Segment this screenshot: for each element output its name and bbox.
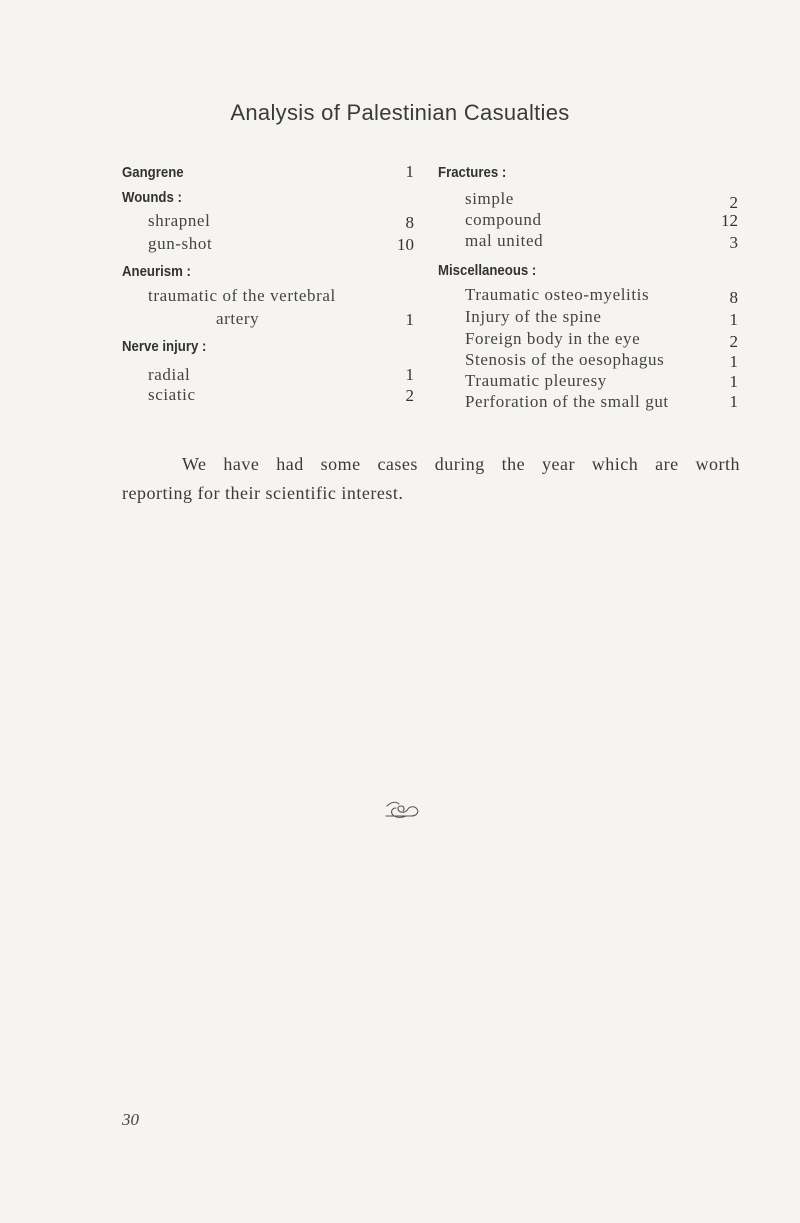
nerve-item-count: 2 — [405, 386, 414, 405]
gangrene-count: 1 — [405, 162, 414, 181]
aneurism-heading: Aneurism : — [122, 263, 191, 280]
fractures-item-count: 2 — [729, 193, 738, 212]
fractures-item-count: 3 — [729, 233, 738, 252]
wounds-heading: Wounds : — [122, 189, 182, 206]
nerve-injury-heading: Nerve injury : — [122, 338, 207, 355]
misc-item-count: 1 — [729, 352, 738, 371]
decorative-swirl-icon — [382, 800, 422, 827]
body-paragraph — [122, 450, 740, 508]
wounds-item-count: 8 — [405, 213, 414, 232]
fractures-item-count: 12 — [721, 211, 738, 230]
misc-item-count: 1 — [729, 372, 738, 391]
miscellaneous-heading: Miscellaneous : — [438, 262, 537, 279]
gangrene-heading: Gangrene — [122, 164, 184, 181]
fractures-item-label: simple — [465, 189, 514, 208]
nerve-item-label: sciatic — [148, 385, 196, 404]
misc-item-count: 1 — [729, 392, 738, 411]
paragraph-line-2: reporting for their scientific interest. — [122, 483, 404, 503]
misc-item-label: Traumatic pleuresy — [465, 371, 607, 390]
misc-item-count: 2 — [729, 332, 738, 351]
misc-item-label: Traumatic osteo-myelitis — [465, 285, 650, 304]
wounds-item-count: 10 — [397, 235, 414, 254]
paragraph-line-1: We have had some cases during the year which are worth — [182, 454, 740, 474]
misc-item-count: 8 — [729, 288, 738, 307]
page-title: Analysis of Palestinian Casualties — [230, 100, 570, 125]
aneurism-count: 1 — [405, 310, 414, 329]
fractures-item-label: compound — [465, 210, 542, 229]
page-number: 30 — [122, 1110, 139, 1129]
aneurism-item-line1: traumatic of the vertebral — [148, 286, 336, 305]
misc-item-count: 1 — [729, 310, 738, 329]
misc-item-label: Stenosis of the oesophagus — [465, 350, 665, 369]
fractures-heading: Fractures : — [438, 164, 507, 181]
wounds-item-label: gun-shot — [148, 234, 213, 253]
misc-item-label: Perforation of the small gut — [465, 392, 669, 411]
misc-item-label: Injury of the spine — [465, 307, 602, 326]
aneurism-item-line2: artery — [216, 309, 260, 328]
misc-item-label: Foreign body in the eye — [465, 329, 641, 348]
wounds-item-label: shrapnel — [148, 211, 211, 230]
fractures-item-label: mal united — [465, 231, 544, 250]
nerve-item-count: 1 — [405, 365, 414, 384]
nerve-item-label: radial — [148, 365, 191, 384]
